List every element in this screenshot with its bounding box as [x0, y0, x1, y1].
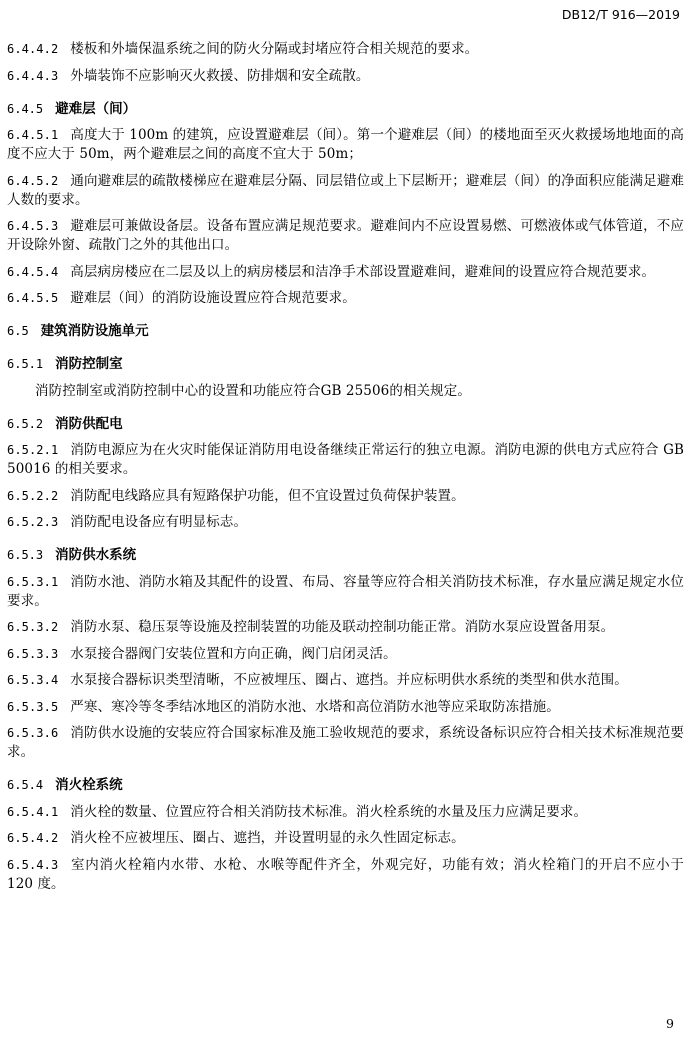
clause-text: 消防控制室 [55, 356, 123, 372]
clause-number: 6.4.4.2 [7, 42, 59, 56]
clause-number: 6.5 [7, 324, 29, 338]
document-body [7, 40, 684, 901]
section-heading [7, 322, 684, 341]
clause [7, 573, 684, 611]
clause-number: 6.4.5.3 [7, 219, 59, 233]
clause-number: 6.5.4 [7, 778, 44, 792]
clause-text: 避难层可兼做设备层。设备布置应满足规范要求。避难间内不应设置易燃、可燃液体或气体管道，不应开设除外窗、疏散门之外的其他出口。 [7, 218, 684, 253]
clause-number: 6.5.2.1 [7, 443, 59, 457]
section-heading [7, 415, 684, 434]
clause [7, 513, 684, 532]
clause-text: 消防控制室或消防控制中心的设置和功能应符合GB 25506的相关规定。 [35, 382, 471, 399]
clause [7, 618, 684, 637]
section-heading [7, 100, 684, 119]
clause-text: 消防电源应为在火灾时能保证消防用电设备继续正常运行的独立电源。消防电源的供电方式应符合 GB 50016 的相关要求。 [7, 442, 684, 477]
clause-number: 6.4.5.2 [7, 173, 59, 188]
clause-number: 6.5.2 [7, 416, 44, 431]
clause-text: 消防供水系统 [55, 547, 137, 563]
clause-number: 6.5.3.4 [7, 673, 59, 687]
clause-number: 6.5.4.1 [7, 804, 59, 819]
page-number: 9 [666, 1016, 674, 1031]
clause-number: 6.5.3 [7, 548, 44, 562]
clause-number: 6.5.3.3 [7, 646, 59, 661]
clause-text: 避难层（间） [55, 100, 137, 117]
clause [7, 217, 684, 255]
clause-number: 6.4.5.4 [7, 264, 59, 279]
clause [7, 829, 684, 848]
clause [7, 289, 684, 308]
clause-number: 6.4.5.1 [7, 128, 59, 142]
section-heading [7, 355, 684, 374]
clause-text: 消防水泵、稳压泵等设施及控制装置的功能及联动控制功能正常。消防水泵应设置备用泵。 [70, 619, 615, 635]
clause [7, 856, 684, 894]
clause-number: 6.5.4.2 [7, 831, 59, 845]
clause [7, 172, 684, 210]
clause [7, 803, 684, 822]
clause-number: 6.5.2.2 [7, 488, 59, 503]
clause-text: 高度大于 100m 的建筑，应设置避难层（间）。第一个避难层（间）的楼地面至灭火救援场地地面的高度不应大于 50m，两个避难层之间的高度不宜大于 50m； [7, 127, 684, 162]
clause-text: 通向避难层的疏散楼梯应在避难层分隔、同层错位或上下层断开；避难层（间）的净面积应能满足避难人数的要求。 [7, 172, 684, 208]
clause-text: 水泵接合器阀门安装位置和方向正确，阀门启闭灵活。 [70, 645, 397, 662]
clause [7, 441, 684, 479]
clause-text: 消防供水设施的安装应符合国家标准及施工验收规范的要求，系统设备标识应符合相关技术标准规范要求。 [7, 725, 684, 760]
clause-number: 6.4.5 [7, 101, 44, 116]
clause-number: 6.4.4.3 [7, 68, 59, 83]
clause-text: 楼板和外墙保温系统之间的防火分隔或封堵应符合相关规范的要求。 [70, 41, 479, 57]
clause [7, 671, 684, 690]
section-heading [7, 776, 684, 795]
clause [7, 40, 684, 59]
clause-number: 6.5.3.5 [7, 699, 59, 714]
clause-text: 高层病房楼应在二层及以上的病房楼层和洁净手术部设置避难间，避难间的设置应符合规范要求。 [70, 263, 656, 280]
clause [7, 263, 684, 282]
clause-text: 室内消火栓箱内水带、水枪、水喉等配件齐全，外观完好，功能有效；消火栓箱门的开启不应小于 120 度。 [7, 856, 684, 892]
clause [7, 67, 684, 86]
clause-text: 消火栓系统 [55, 777, 123, 793]
clause-text: 消火栓的数量、位置应符合相关消防技术标准。消火栓系统的水量及压力应满足要求。 [70, 803, 588, 820]
clause-text: 消防配电线路应具有短路保护功能，但不宜设置过负荷保护装置。 [70, 487, 465, 504]
clause [7, 645, 684, 664]
clause-number: 6.5.4.3 [7, 857, 59, 872]
clause-text: 避难层（间）的消防设施设置应符合规范要求。 [70, 290, 356, 306]
clause-text: 消防配电设备应有明显标志。 [70, 514, 248, 530]
clause-number: 6.5.2.3 [7, 515, 59, 529]
clause-text: 建筑消防设施单元 [40, 323, 149, 339]
clause [7, 724, 684, 762]
clause-number: 6.5.3.1 [7, 574, 59, 589]
clause-text: 消防供配电 [55, 415, 123, 432]
clause-number: 6.5.3.2 [7, 620, 59, 634]
section-heading [7, 546, 684, 565]
paragraph [7, 382, 684, 401]
clause-text: 消防水池、消防水箱及其配件的设置、布局、容量等应符合相关消防技术标准，存水量应满足规定水位要求。 [7, 573, 684, 609]
clause-number: 6.5.3.6 [7, 726, 59, 740]
document-code: DB12/T 916—2019 [561, 7, 680, 22]
clause-text: 外墙装饰不应影响灭火救援、防排烟和安全疏散。 [70, 67, 370, 84]
clause-text: 水泵接合器标识类型清晰，不应被埋压、圈占、遮挡。并应标明供水系统的类型和供水范围。 [70, 672, 628, 688]
clause [7, 698, 684, 717]
clause-number: 6.5.1 [7, 357, 44, 371]
clause-text: 严寒、寒冷等冬季结冰地区的消防水池、水塔和高位消防水池等应采取防冻措施。 [70, 698, 560, 715]
clause [7, 126, 684, 164]
clause-text: 消火栓不应被埋压、圈占、遮挡，并设置明显的永久性固定标志。 [70, 830, 465, 846]
clause [7, 487, 684, 506]
clause-number: 6.4.5.5 [7, 291, 59, 305]
